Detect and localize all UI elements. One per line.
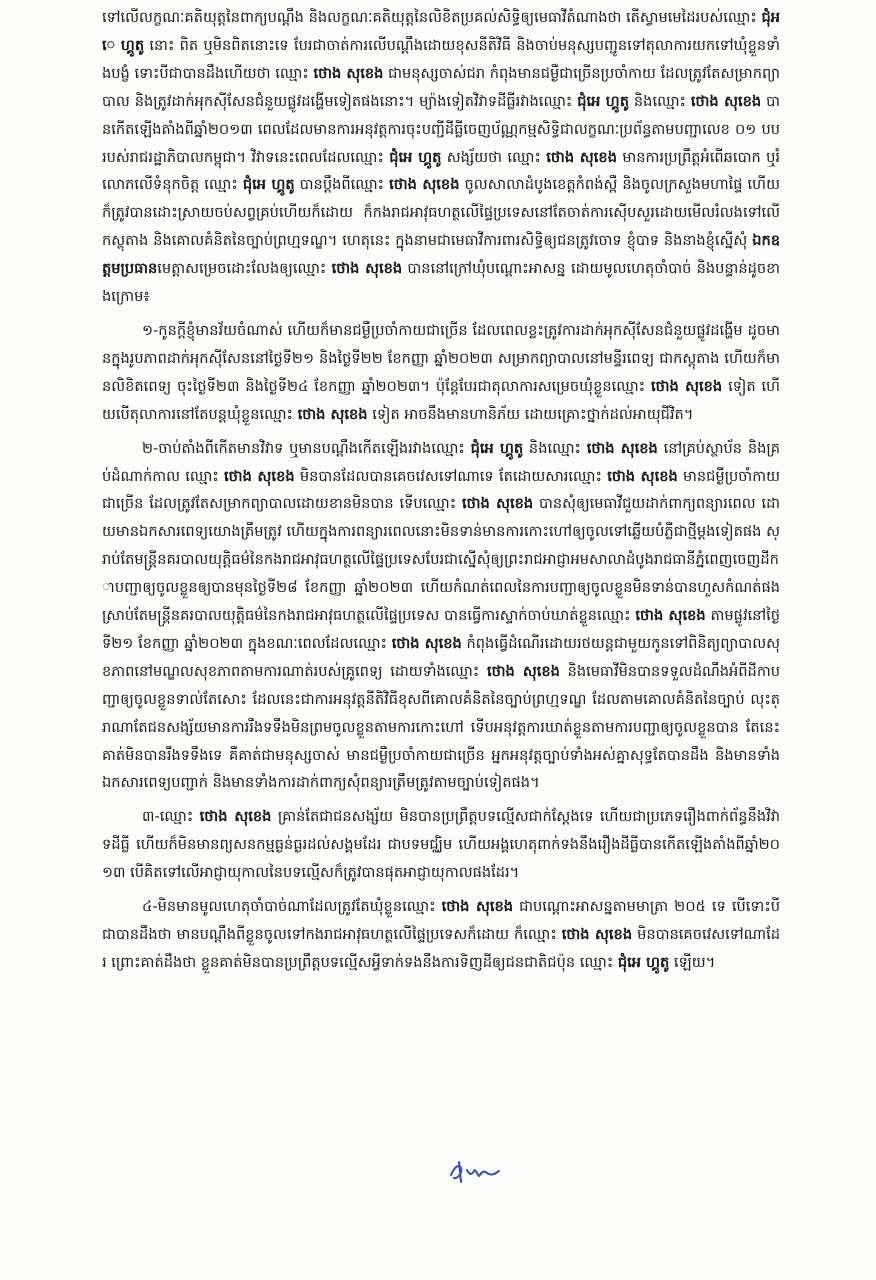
signature-initials [447, 1160, 503, 1184]
bold-name: ថោង សុខេង [462, 495, 534, 513]
paragraph-p-reason-2 [102, 435, 780, 798]
text-run: ៤-មិនមានមូលហេតុចាំបាច់ណាដែលត្រូវតែឃុំខ្លួនឈ្មោះ [142, 898, 442, 916]
bold-name: ជុំអេ ហ្គូតូ [577, 92, 629, 110]
text-run: គ្រាន់តែជាជនសង្ស័យ មិនបានប្រព្រឹត្តបទល្មើសជាក់ស្តែងទេ ហើយជាប្រភេទរឿងពាក់ព័ន្ធនឹងវិវាទដីធ្លី ហើយក៏មិនមានព្យសនកម្មធ្ងន់ធ្ងរដល់សង្គមដែរ ជាបទមជ្ឈិម ហើយអង្គហេតុពាក់ទងនឹងរឿងដីធ្លីបានកើតឡើងតាំងពីឆ្នាំ២០១៣ បើគិតទៅលើអាជ្ញាយុកាលនៃបទល្មើសក៏ត្រូវបានផុតអាជ្ញាយុកាលផងដែរ។ [102, 808, 780, 882]
paragraph-p-reason-3 [102, 803, 780, 887]
bold-name: ថោង សុខេង [561, 926, 633, 943]
text-run: ឡើយ។ [669, 953, 716, 971]
text-run: ជាបណ្តោះអាសន្នតាមមាត្រា ២០៥ ទេ បើទោះបីជាបានដឹងថា មានបណ្តឹងពីខ្លួនចូលទៅកងរាជអាវុធហត្ថលើផ្ទៃប្រទេសក៏ដោយ ក៏ឈ្មោះ [102, 898, 780, 943]
paragraph-p-reason-4 [102, 893, 780, 977]
text-run: តាមផ្លូវនៅថ្ងៃទី២១ ខែកញ្ញា ឆ្នាំ២០២៣ ក្នុងខណៈពេលដែលឈ្មោះ [102, 607, 781, 652]
bold-name: ថោង សុខេង [224, 467, 295, 485]
bold-name: ជុំអេ ហ្គូតូ [102, 9, 780, 54]
bold-name: ថោង សុខេង [297, 405, 368, 423]
text-run: បានសុំឲ្យមេធាវីជួយដាក់ពាក្យពន្យារពេល ដោយមានឯកសារពេទ្យយោងត្រឹមត្រូវ ហើយក្នុងការពន្យារពេលនោះមិនទាន់មានការកោះហៅឲ្យចូលទៅឆ្លើយបំភ្លឺជាថ្មីម្តងទៀតផង ស្រាប់តែមន្ត្រីនគរបាលយុត្តិធម៌នៃកងរាជអាវុធហត្ថលើផ្ទៃប្រទេសបែរជាស្នើសុំឲ្យព្រះរាជអាជ្ញាអមសាលាដំបូងរាជធានីភ្នំពេញចេញដីកាបញ្ជាឲ្យចូលខ្លួនឲ្យបានមុនថ្ងៃទី២៨ ខែកញ្ញា ឆ្នាំ២០២៣ ហើយកំណត់ពេលនៃការបញ្ជាឲ្យចូលខ្លួនមិនទាន់បានហួសកំណត់ផង ស្រាប់តែមន្ត្រីនគរបាលយុត្តិធម៌នៃកងរាជអាវុធហត្ថលើផ្ទៃប្រទេស បានធ្វើការស្ទាក់ចាប់ឃាត់ខ្លួនឈ្មោះ [102, 495, 780, 625]
bold-name: ថោង សុខេង [313, 64, 384, 82]
text-run: មិនបានគេចវេសទៅណាដែរ ព្រោះគាត់ដឹងថា ខ្លួនគាត់មិនបានប្រព្រឹត្តបទល្មើសអ្វីទាក់ទងនឹងការទិញដីឲ្យជនជាតិជប៉ុន ឈ្មោះ [102, 926, 780, 971]
bold-name: ថោង សុខេង [391, 634, 462, 652]
text-run: និងឈ្មោះ [523, 439, 587, 457]
bold-name: ជុំអេ ហ្គូតូ [617, 953, 670, 971]
bold-name: ថោង សុខេង [486, 662, 560, 680]
text-run: នោះ ពិត ឬមិនពិតនោះទេ បែរជាចាត់ការលើបណ្តឹងដោយខុសនីតិវិធី និងចាប់មនុស្សបញ្ជូនទៅតុលាការយកទៅឃុំខ្លួនទាំងបង្ខំ ទោះបីជាបានដឹងហើយថា ឈ្មោះ [102, 36, 780, 82]
text-run: ទៀត ហើយបើតុលាការនៅតែបន្តឃុំខ្លួនឈ្មោះ [102, 377, 781, 423]
text-run: មិនបានដែលបានគេចវេសទៅណាទេ តែដោយសារឈ្មោះ [294, 467, 608, 485]
text-run: ២-ចាប់តាំងពីកើតមានវិវាទ ឬមានបណ្តឹងកើតឡើងរវាងឈ្មោះ [142, 439, 471, 457]
text-run: មេត្តាសម្រេចដោះលែងឲ្យឈ្មោះ [157, 260, 332, 278]
text-run: ចូលសាលាដំបូងខេត្តកំពង់ស្ពឺ និងចូលក្រសួងមហាផ្ទៃ ហើយក៏ត្រូវបានដោះស្រាយចប់សព្វគ្រប់ហើយក៏ដោយ ក៏កងរាជអាវុធហត្ថលើផ្ទៃប្រទេសនៅតែចាត់ការស៊ើបសួរដោយមើលរំលងទៅលើកស្ថុតាង និងគោលគំនិតនៃច្បាប់ព្រហ្មទណ្ឌ។ ហេតុនេះ ក្នុងនាមជាមេធាវីការពារសិទ្ធិឲ្យជនត្រូវចោទ ខ្ញុំបាទ និងនាងខ្ញុំស្នើសុំ [102, 176, 780, 250]
text-run: មានជម្ងឺប្រចាំកាយជាច្រើន ដែលត្រូវតែសម្រាកព្យាបាលដោយខានមិនបាន ទើបឈ្មោះ [102, 467, 780, 513]
text-run: សង្ស័យថា ឈ្មោះ [441, 148, 547, 166]
paragraph-p-intro [102, 4, 780, 311]
bold-name: ថោង សុខេង [635, 607, 706, 625]
text-run: និងឈ្មោះ [628, 92, 691, 110]
text-run: មានការប្រព្រឹត្តអំពើឆបោក ឬរំលោភលើទំនុកចិត្ត ឈ្មោះ [102, 148, 780, 194]
bold-name: ថោង សុខេង [331, 260, 403, 278]
text-run: ៣-ឈ្មោះ [142, 808, 200, 826]
text-run: នៅគ្រប់ស្ថាប័ន និងគ្រប់ដំណាក់កាល ឈ្មោះ [102, 439, 780, 485]
text-run: កំពុងធ្វើដំណើរដោយរថយន្តជាមួយកូនទៅពិនិត្យព្យាបាលសុខភាពនៅមណ្ឌលសុខភាពតាមការណាត់របស់គ្រូពេទ្យ ដោយទាំងឈ្មោះ [102, 634, 780, 680]
text-run: បានប្តឹងពីឈ្មោះ [294, 176, 390, 194]
text-run: និងមេធាវីមិនបានទទួលដំណឹងអំពីដីកាបញ្ជាឲ្យចូលខ្លួនទាល់តែសោះ ដែលនេះជាការអនុវត្តនីតិវិធីខុសពីគោលគំនិតនៃច្បាប់ព្រហ្មទណ្ឌ ដែលតាមគោលគំនិតនៃច្បាប់ លុះត្រាណាតែជនសង្ស័យមានការរឹងទទឹងមិនព្រមចូលខ្លួនតាមការកោះហៅ ទើបអនុវត្តការឃាត់ខ្លួនតាមការបញ្ជាឲ្យចូលខ្លួនបាន តែនេះគាត់មិនបានរឹងទទឹងទេ គឺគាត់ជាមនុស្សចាស់ មានជម្ងឺប្រចាំកាយជាច្រើន អ្នកអនុវត្តច្បាប់ទាំងអស់គ្នាសុទ្ធតែបានដឹង និងមានទាំងឯកសារពេទ្យបញ្ជាក់ និងមានទាំងការដាក់ពាក្យសុំពន្យារត្រឹមត្រូវតាមច្បាប់ទៀតផង។ [102, 662, 780, 792]
bold-name: ជុំអេ ហ្គូតូ [242, 176, 295, 194]
document-body [102, 4, 780, 983]
paragraph-p-reason-1 [102, 317, 780, 429]
text-run: ជាមនុស្សចាស់ជរា កំពុងមានជម្ងឺជាច្រើនប្រចាំកាយ ដែលត្រូវតែសម្រាកព្យាបាល និងត្រូវដាក់អុកស៊ីសែនជំនួយផ្លូវដង្ហើមទៀតផងនោះ។ ម្យ៉ាងទៀតវិវាទដីធ្លីរវាងឈ្មោះ [102, 64, 780, 110]
text-run: បានកើតឡើងតាំងពីឆ្នាំ២០១៣ ពេលដែលមានការអនុវត្តការចុះបញ្ជីដីធ្លីចេញប័ណ្ណកម្មសិទ្ធិជាលក្ខណៈប្រព័ន្ធតាមបញ្ជាលេខ ០១ បប របស់រាជរដ្ឋាភិបាលកម្ពុជា។ វិវាទនេះពេលដែលឈ្មោះ [102, 92, 780, 166]
bold-name: ថោង សុខេង [546, 148, 617, 166]
bold-name: ជុំអេ ហ្គូតូ [470, 439, 524, 457]
bold-name: ជុំអេ ហ្គូតូ [389, 148, 442, 166]
text-run: ទៀត អាចនឹងមានហានិភ័យ ដោយគ្រោះថ្នាក់ដល់អាយុជីវិត។ [367, 405, 694, 423]
bold-name: ថោង សុខេង [441, 898, 514, 916]
text-run: បាននៅក្រៅឃុំបណ្តោះអាសន្ន ដោយមូលហេតុចាំបាច់ និងបន្ទាន់ដូចខាងក្រោម៖ [102, 260, 781, 306]
bold-name: ថោង សុខេង [690, 92, 762, 110]
text-run: ទៅលើលក្ខណៈគតិយុត្តនៃពាក្យបណ្តឹង និងលក្ខណៈគតិយុត្តនៃលិខិតប្រគល់សិទ្ធិឲ្យមេធាវីតំណាងថា តើស្វាមមេដៃរបស់ឈ្មោះ [102, 9, 762, 26]
bold-name: ថោង សុខេង [389, 176, 460, 194]
text-run: ១-កូនក្តីខ្ញុំមានវ័យចំណាស់ ហើយក៏មានជម្ងឺប្រចាំកាយជាច្រើន ដែលពេលខ្លះត្រូវការដាក់អុកស៊ីសែនជំនួយផ្លូវដង្ហើម ដូចមានក្នុងរូបភាពដាក់អុកស៊ីសែននៅថ្ងៃទី២១ និងថ្ងៃទី២២ ខែកញ្ញា ឆ្នាំ២០២៣ សម្រាកព្យាបាលនៅមន្ទីរពេទ្យ ជាកស្តុតាង ហើយក៏មានលិខិតពេទ្យ ចុះថ្ងៃទី២៣ និងថ្ងៃទី២៤ ខែកញ្ញា ឆ្នាំ២០២៣។ ប៉ុន្តែបែរជាតុលាការសម្រេចឃុំខ្លួនឈ្មោះ [102, 321, 780, 395]
bold-name: ឯកឧត្តមប្រធាន [102, 232, 780, 278]
bold-name: ថោង សុខេង [199, 808, 272, 826]
bold-name: ថោង សុខេង [607, 467, 678, 485]
bold-name: ថោង សុខេង [651, 377, 723, 395]
bold-name: ថោង សុខេង [586, 439, 658, 457]
